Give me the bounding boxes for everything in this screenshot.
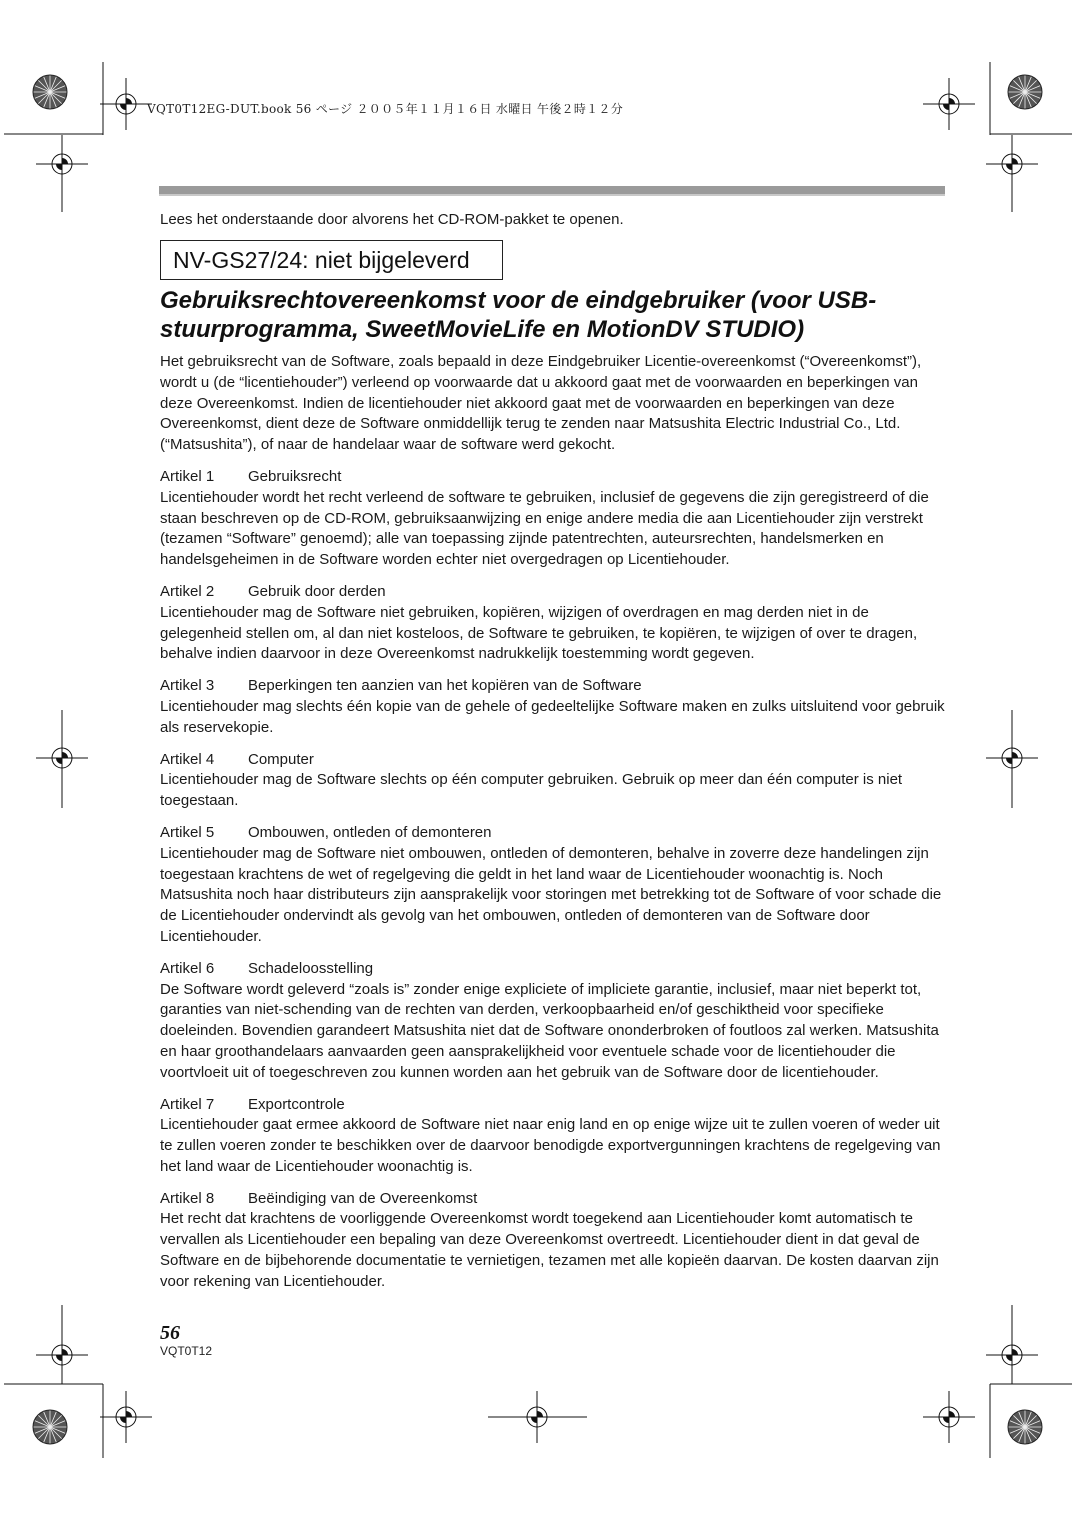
article-heading [160,467,950,488]
registration-target-icon [100,78,152,130]
article-heading [160,1095,950,1116]
article-5 [160,823,950,948]
registration-target-icon [923,78,975,130]
page-title: Gebruiksrechtovereenkomst voor de eindgebruiker (voor USB-stuurprogramma, SweetMovieLife en MotionDV STUDIO) [160,287,877,343]
article-heading [160,750,950,771]
agreement-body [160,352,950,1304]
article-text: Licentiehouder mag de Software niet gebruiken, kopiëren, wijzigen of overdragen en mag derden niet in de gelegenheid stellen om, al dan niet kosteloos, de Software te gebruiken, te kopiëren, te wijzigen of over te dragen, behalve indien daarvoor in deze Overeenkomst nadrukkelijk toestemming wordt gegeven. [160,603,918,663]
article-heading [160,676,950,697]
article-2 [160,582,950,665]
registration-target-icon [923,1391,975,1443]
page-number: 56 [160,1322,180,1344]
article-title: Exportcontrole [248,1095,345,1113]
article-3 [160,676,950,738]
article-title: Beëindiging van de Overeenkomst [248,1189,478,1207]
color-registration-icon [1008,1410,1042,1444]
article-title: Ombouwen, ontleden of demonteren [248,823,492,841]
article-1 [160,467,950,571]
article-title: Computer [248,750,314,768]
article-title: Gebruik door derden [248,582,386,600]
article-text: Licentiehouder mag slechts één kopie van de gehele of gedeeltelijke Software maken en zulks uitsluitend voor gebruik als reservekopie. [160,697,945,736]
article-title: Beperkingen ten aanzien van het kopiëren van de Software [248,677,642,695]
preamble-paragraph: Het gebruiksrecht van de Software, zoals bepaald in deze Eindgebruiker Licentie-overeenkomst (“Overeenkomst”), wordt u (de “licentiehouder”) verleend op voorwaarde dat u akkoord gaat met de voorwaarden en beperkingen van deze Overeenkomst. Indien de licentiehouder niet akkoord gaat met de voorwaarden en beperkingen van deze Overeenkomst, dient deze de Software onmiddellijk terug te zenden naar Matsushita Electric Industrial Co., Ltd. (“Matsushita”), of naar de handelaar waar de software werd gekocht. [160,353,922,454]
article-title: Schadeloosstelling [248,959,374,977]
model-note-box: NV-GS27/24: niet bijgeleverd [160,240,503,280]
article-8 [160,1189,950,1293]
article-number: Artikel 2 [160,582,215,600]
color-registration-icon [33,1410,67,1444]
color-registration-icon [1008,75,1042,109]
article-heading [160,582,950,603]
article-text: Licentiehouder mag de Software niet ombouwen, ontleden of demonteren, behalve in zoverre deze handelingen zijn toegestaan krachtens de wet of regelgeving die geldt in het land waar de Licentiehouder woonachtig is. Noch Matsushita noch haar distributeurs zijn aansprakelijk voor storingen met betrekking tot de Software of voor schade die de Licentiehouder ondervindt als gevolg van het ombouwen, ontleden of demonteren van de Software door Licentiehouder. [160,844,942,945]
article-text: Licentiehouder wordt het recht verleend de software te gebruiken, inclusief de gegevens die zijn geregistreerd of die staan beschreven op de CD-ROM, gebruiksaanwijzing en enige andere media die aan Licentiehouder zijn verstrekt (tezamen “Software” genoemd); alle van toepassing zijnde patentrechten, auteursrechten, handelsmerken en handelsgeheimen in de Software worden echter niet overgedragen op Licentiehouder. [160,488,929,569]
article-heading [160,1189,950,1210]
article-heading [160,959,950,980]
article-text: De Software wordt geleverd “zoals is” zonder enige expliciete of impliciete garantie, inclusief, maar niet beperkt tot, garanties van niet-schending van de rechten van derden, verkoopbaarheid en/of geschiktheid voor specifieke doeleinden. Bovendien garandeert Matsushita niet dat de Software ononderbroken of foutloos zal werken. Matsushita en haar groothandelaars aanvaarden geen aansprakelijkheid voor eventuele schade voor de licentiehouder die voortvloeit uit of toegeschreven zou kunnen worden aan het gebruik van de Software door de licentiehouder. [160,980,939,1081]
registration-target-icon [100,1391,152,1443]
article-number: Artikel 5 [160,823,215,841]
article-text: Licentiehouder gaat ermee akkoord de Software niet naar enig land en op enige wijze uit te zullen voeren of weder uit te zullen voeren zonder te beschikken over de daarvoor benodigde exportvergunningen krachtens de regelgeving van het land waar de Licentiehouder woonachtig is. [160,1116,941,1175]
article-7 [160,1095,950,1178]
article-number: Artikel 4 [160,750,215,768]
color-registration-icon [33,75,67,109]
article-number: Artikel 1 [160,467,215,485]
article-number: Artikel 8 [160,1189,215,1207]
article-number: Artikel 7 [160,1095,215,1113]
article-6 [160,959,950,1084]
article-text: Het recht dat krachtens de voorliggende Overeenkomst wordt toegekend aan Licentiehouder komt automatisch te vervallen als Licentiehouder een bepaling van deze Overeenkomst overtreedt. Licentiehouder dient in dat geval de Software en de bijbehorende documentatie te vernietigen, tezamen met alle kopieën daarvan. De kosten daarvan zijn voor rekening van Licentiehouder. [160,1210,939,1290]
print-header: VQT0T12EG-DUT.book 56 ページ ２００５年１１月１６日 水曜日 午後２時１２分 [147,102,624,116]
section-divider-bar [159,186,945,196]
document-code: VQT0T12 [160,1344,213,1358]
intro-text: Lees het onderstaande door alvorens het CD-ROM-pakket te openen. [160,211,624,228]
article-text: Licentiehouder mag de Software slechts op één computer gebruiken. Gebruik op meer dan één computer is niet toegestaan. [160,771,903,810]
article-heading [160,823,950,844]
article-number: Artikel 6 [160,959,215,977]
article-title: Gebruiksrecht [248,467,342,485]
article-number: Artikel 3 [160,677,215,695]
article-4 [160,750,950,812]
